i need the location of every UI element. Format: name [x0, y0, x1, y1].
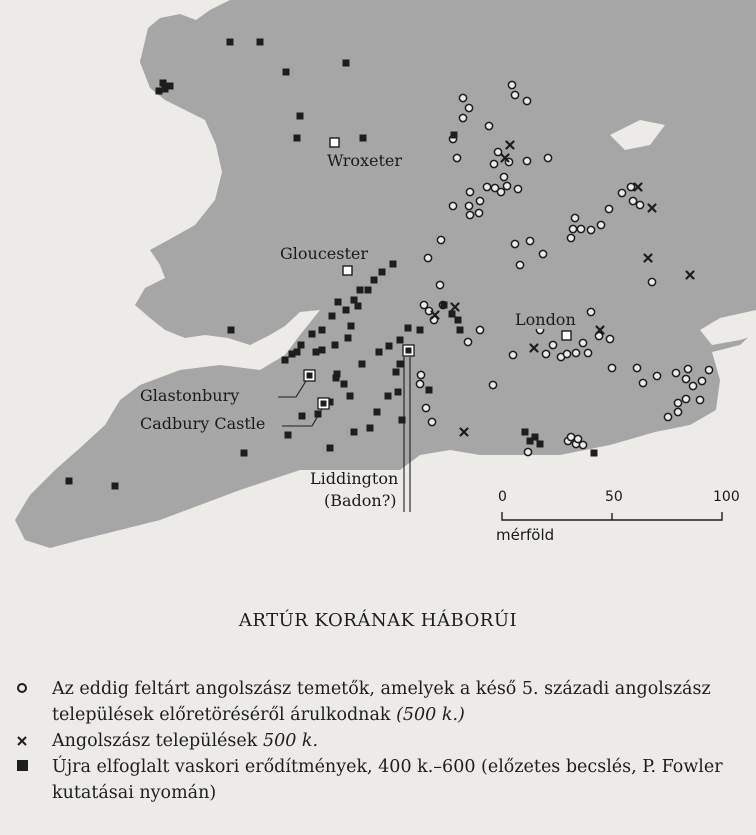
hillfort-marker — [319, 327, 326, 334]
cemetery-marker — [574, 435, 581, 442]
label-cadbury-castle: Cadbury Castle — [140, 414, 266, 433]
cemetery-marker — [483, 183, 490, 190]
cemetery-marker — [500, 173, 507, 180]
cemetery-marker — [674, 399, 681, 406]
cemetery-marker — [572, 349, 579, 356]
cemetery-marker — [698, 377, 705, 384]
cemetery-marker — [629, 197, 636, 204]
cemetery-marker — [511, 91, 518, 98]
cemetery-marker — [587, 226, 594, 233]
hillfort-marker — [299, 413, 306, 420]
glastonbury-marker — [304, 370, 315, 381]
hillfort-marker — [345, 335, 352, 342]
label-gloucester: Gloucester — [280, 244, 369, 263]
cemetery-marker — [485, 122, 492, 129]
hillfort-marker — [294, 349, 301, 356]
cemetery-marker — [648, 278, 655, 285]
cemetery-marker — [584, 349, 591, 356]
hillfort-marker — [294, 135, 301, 142]
cemetery-marker — [466, 211, 473, 218]
cemetery-marker — [587, 308, 594, 315]
hillfort-marker — [365, 287, 372, 294]
cemetery-marker — [465, 104, 472, 111]
hillfort-marker — [376, 349, 383, 356]
hillfort-marker — [319, 347, 326, 354]
scale-unit: mérföld — [496, 526, 555, 544]
cemetery-marker — [476, 326, 483, 333]
liddington-marker — [403, 345, 414, 356]
cemetery-marker — [436, 281, 443, 288]
cemetery-marker — [569, 225, 576, 232]
legend-text-settlements: Angolszász települések — [52, 731, 258, 751]
hillfort-marker — [309, 331, 316, 338]
cemetery-marker — [608, 364, 615, 371]
wroxeter-marker — [330, 138, 339, 147]
hillfort-marker — [329, 313, 336, 320]
cemetery-marker — [689, 382, 696, 389]
cemetery-marker — [633, 364, 640, 371]
cemetery-marker — [428, 418, 435, 425]
hillfort-marker — [160, 80, 167, 87]
label-glastonbury: Glastonbury — [140, 386, 240, 405]
hillfort-marker — [257, 39, 264, 46]
hillfort-marker — [395, 389, 402, 396]
label-london: London — [515, 310, 576, 329]
hillfort-marker — [537, 441, 544, 448]
cemetery-marker — [503, 182, 510, 189]
cemetery-marker — [664, 413, 671, 420]
hillfort-marker — [285, 432, 292, 439]
hillfort-marker — [371, 277, 378, 284]
legend-text-cemeteries: Az eddig feltárt angolszász temetők, amelyek a késő 5. századi angolszász települések előretöréséről árulkodnak — [52, 679, 711, 725]
map-title: ARTÚR KORÁNAK HÁBORÚI — [238, 610, 518, 631]
hillfort-marker — [327, 445, 334, 452]
hillfort-marker — [451, 132, 458, 139]
cemetery-marker — [563, 350, 570, 357]
cemetery-marker — [653, 372, 660, 379]
label-liddington: Liddington — [310, 469, 399, 488]
cemetery-marker — [549, 341, 556, 348]
hillfort-marker — [355, 303, 362, 310]
hillfort-marker — [227, 39, 234, 46]
label-badon: (Badon?) — [324, 491, 397, 510]
hillfort-marker — [455, 317, 462, 324]
hillfort-marker — [66, 478, 73, 485]
cemetery-marker — [511, 240, 518, 247]
hillfort-marker — [343, 307, 350, 314]
legend-text-hillforts: Újra elfoglalt vaskori erődítmények, 400 k.–600 (előzetes becslés, P. Fowler kutatásai nyomán) — [52, 757, 723, 803]
square-icon — [14, 754, 38, 780]
cemetery-marker — [597, 221, 604, 228]
cemetery-marker — [523, 97, 530, 104]
hillfort-marker — [298, 342, 305, 349]
hillfort-marker — [332, 342, 339, 349]
cemetery-marker — [696, 396, 703, 403]
hillfort-marker — [348, 323, 355, 330]
hillfort-marker — [449, 311, 456, 318]
scale-tick-50: 50 — [605, 489, 623, 505]
cemetery-marker — [674, 408, 681, 415]
legend-italic-cemeteries: (500 k.) — [396, 705, 465, 725]
cemetery-marker — [682, 375, 689, 382]
cemetery-marker — [509, 351, 516, 358]
cemetery-marker — [459, 94, 466, 101]
hillfort-marker — [297, 113, 304, 120]
hillfort-marker — [397, 337, 404, 344]
hillfort-marker — [335, 299, 342, 306]
cemetery-marker — [476, 197, 483, 204]
cemetery-marker — [475, 209, 482, 216]
hillfort-marker — [379, 269, 386, 276]
hillfort-marker — [360, 135, 367, 142]
cadbury-marker — [318, 398, 329, 409]
hillfort-marker — [347, 393, 354, 400]
cemetery-marker — [567, 433, 574, 440]
label-wroxeter: Wroxeter — [327, 151, 403, 170]
hillfort-marker — [417, 327, 424, 334]
cemetery-marker — [571, 214, 578, 221]
cemetery-marker — [627, 183, 634, 190]
legend — [14, 676, 756, 806]
cemetery-marker — [508, 81, 515, 88]
cemetery-marker — [705, 366, 712, 373]
hillfort-marker — [386, 343, 393, 350]
hillfort-marker — [374, 409, 381, 416]
london-marker — [562, 331, 571, 340]
cemetery-marker — [542, 350, 549, 357]
hillfort-marker — [591, 450, 598, 457]
cemetery-marker — [684, 365, 691, 372]
hillfort-marker — [351, 297, 358, 304]
hillfort-marker — [313, 349, 320, 356]
cemetery-marker — [497, 188, 504, 195]
gloucester-marker — [343, 266, 352, 275]
legend-item-cemeteries — [14, 676, 756, 728]
hillfort-marker — [112, 483, 119, 490]
hillfort-marker — [343, 60, 350, 67]
hillfort-marker — [283, 69, 290, 76]
cemetery-marker — [422, 404, 429, 411]
hillfort-marker — [357, 287, 364, 294]
cemetery-marker — [464, 338, 471, 345]
cemetery-marker — [577, 225, 584, 232]
cemetery-marker — [416, 380, 423, 387]
hillfort-marker — [156, 88, 163, 95]
cemetery-marker — [567, 234, 574, 241]
hillfort-marker — [228, 327, 235, 334]
cemetery-marker — [682, 395, 689, 402]
hillfort-marker — [367, 425, 374, 432]
hillfort-marker — [393, 369, 400, 376]
cemetery-marker — [516, 261, 523, 268]
cemetery-marker — [489, 381, 496, 388]
cemetery-marker — [453, 154, 460, 161]
cemetery-marker — [417, 371, 424, 378]
cemetery-marker — [514, 185, 521, 192]
hillfort-marker — [405, 325, 412, 332]
cemetery-marker — [526, 237, 533, 244]
cemetery-marker — [449, 202, 456, 209]
hillfort-marker — [385, 393, 392, 400]
hillfort-marker — [426, 387, 433, 394]
cemetery-marker — [539, 250, 546, 257]
cemetery-marker — [465, 202, 472, 209]
hillfort-marker — [532, 434, 539, 441]
hillfort-marker — [341, 381, 348, 388]
legend-item-settlements — [14, 728, 756, 754]
cemetery-marker — [544, 154, 551, 161]
hillfort-marker — [457, 327, 464, 334]
cemetery-marker — [579, 339, 586, 346]
cemetery-marker — [618, 189, 625, 196]
cemetery-marker — [424, 254, 431, 261]
hillfort-marker — [167, 83, 174, 90]
cemetery-marker — [466, 188, 473, 195]
cemetery-marker — [490, 160, 497, 167]
hillfort-marker — [397, 361, 404, 368]
legend-item-hillforts — [14, 754, 756, 806]
cemetery-marker — [636, 201, 643, 208]
cemetery-marker — [672, 369, 679, 376]
scale-tick-0: 0 — [498, 489, 507, 505]
hillfort-marker — [333, 375, 340, 382]
cemetery-marker — [524, 448, 531, 455]
hillfort-marker — [359, 361, 366, 368]
cemetery-marker — [523, 157, 530, 164]
legend-italic-settlements: 500 k. — [262, 731, 319, 751]
cemetery-marker — [606, 335, 613, 342]
cemetery-marker — [605, 205, 612, 212]
hillfort-marker — [441, 302, 448, 309]
hillfort-marker — [351, 429, 358, 436]
scale-tick-100: 100 — [713, 489, 740, 505]
hillfort-marker — [241, 450, 248, 457]
cemetery-marker — [437, 236, 444, 243]
hillfort-marker — [282, 357, 289, 364]
scale-bar — [502, 512, 722, 520]
cross-icon — [14, 728, 38, 754]
hillfort-marker — [390, 261, 397, 268]
cemetery-marker — [459, 114, 466, 121]
hillfort-marker — [522, 429, 529, 436]
cemetery-marker — [639, 379, 646, 386]
circle-icon — [14, 676, 38, 702]
